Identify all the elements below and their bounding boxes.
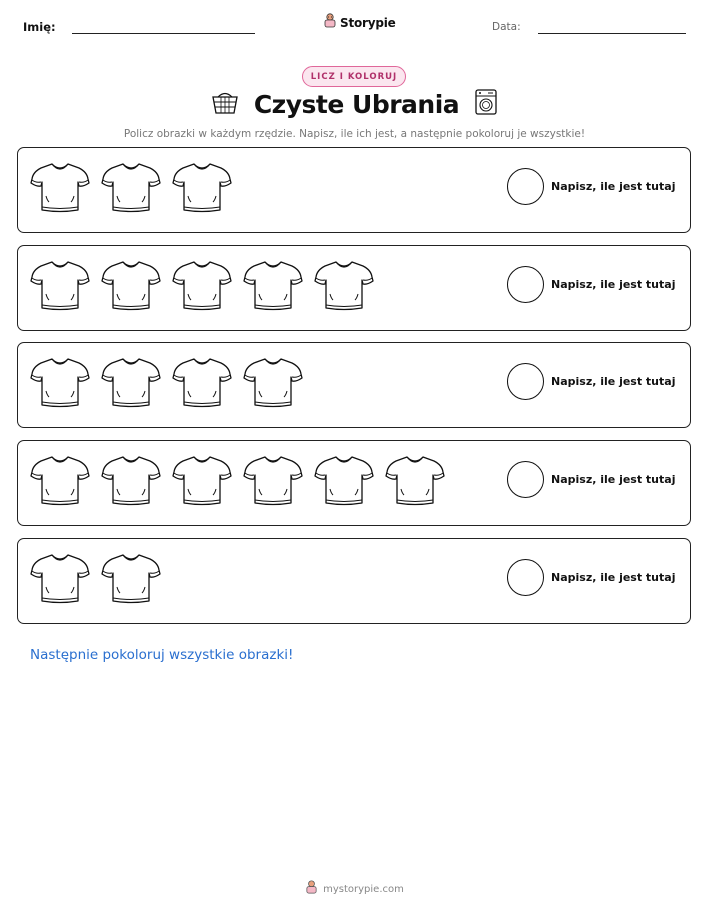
t-shirt-group (30, 452, 445, 510)
t-shirt-icon (314, 257, 374, 315)
t-shirt-icon (172, 159, 232, 217)
answer-label: Napisz, ile jest tutaj (551, 278, 676, 291)
answer-circle[interactable] (507, 266, 544, 303)
activity-tag: LICZ I KOLORUJ (302, 66, 406, 87)
t-shirt-icon (101, 452, 161, 510)
counting-row (17, 245, 691, 331)
t-shirt-group (30, 159, 232, 217)
t-shirt-icon (314, 452, 374, 510)
washing-machine-icon (473, 88, 499, 120)
t-shirt-group (30, 550, 161, 608)
t-shirt-icon (243, 354, 303, 412)
answer-label: Napisz, ile jest tutaj (551, 473, 676, 486)
title-row (0, 88, 709, 120)
t-shirt-icon (385, 452, 445, 510)
counting-row (17, 538, 691, 624)
t-shirt-icon (172, 452, 232, 510)
storypie-logo-icon (305, 880, 318, 898)
t-shirt-icon (243, 257, 303, 315)
date-label: Data: (492, 21, 521, 33)
name-field[interactable] (72, 33, 255, 34)
t-shirt-group (30, 354, 303, 412)
t-shirt-group (30, 257, 374, 315)
page-footer (0, 880, 709, 898)
t-shirt-icon (172, 354, 232, 412)
instructions: Policz obrazki w każdym rzędzie. Napisz, ile ich jest, a następnie pokoloruj je wszystkie! (123, 128, 586, 140)
answer-label: Napisz, ile jest tutaj (551, 375, 676, 388)
name-label: Imię: (23, 20, 56, 34)
page-title: Czyste Ubrania (253, 89, 460, 119)
t-shirt-icon (30, 354, 90, 412)
laundry-basket-icon (210, 89, 240, 119)
t-shirt-icon (101, 354, 161, 412)
coloring-note: Następnie pokoloruj wszystkie obrazki! (30, 647, 294, 663)
t-shirt-icon (30, 550, 90, 608)
t-shirt-icon (101, 257, 161, 315)
brand-name: Storypie (340, 16, 396, 30)
answer-label: Napisz, ile jest tutaj (551, 180, 676, 193)
t-shirt-icon (101, 550, 161, 608)
answer-circle[interactable] (507, 168, 544, 205)
answer-circle[interactable] (507, 461, 544, 498)
t-shirt-icon (243, 452, 303, 510)
t-shirt-icon (30, 257, 90, 315)
footer-url[interactable]: mystorypie.com (323, 883, 404, 895)
t-shirt-icon (172, 257, 232, 315)
counting-row (17, 440, 691, 526)
counting-row (17, 147, 691, 233)
t-shirt-icon (30, 159, 90, 217)
counting-row (17, 342, 691, 428)
answer-circle[interactable] (507, 559, 544, 596)
answer-label: Napisz, ile jest tutaj (551, 571, 676, 584)
date-field[interactable] (538, 33, 686, 34)
t-shirt-icon (101, 159, 161, 217)
answer-circle[interactable] (507, 363, 544, 400)
storypie-logo-icon (323, 13, 337, 33)
brand-logo (323, 13, 396, 33)
t-shirt-icon (30, 452, 90, 510)
